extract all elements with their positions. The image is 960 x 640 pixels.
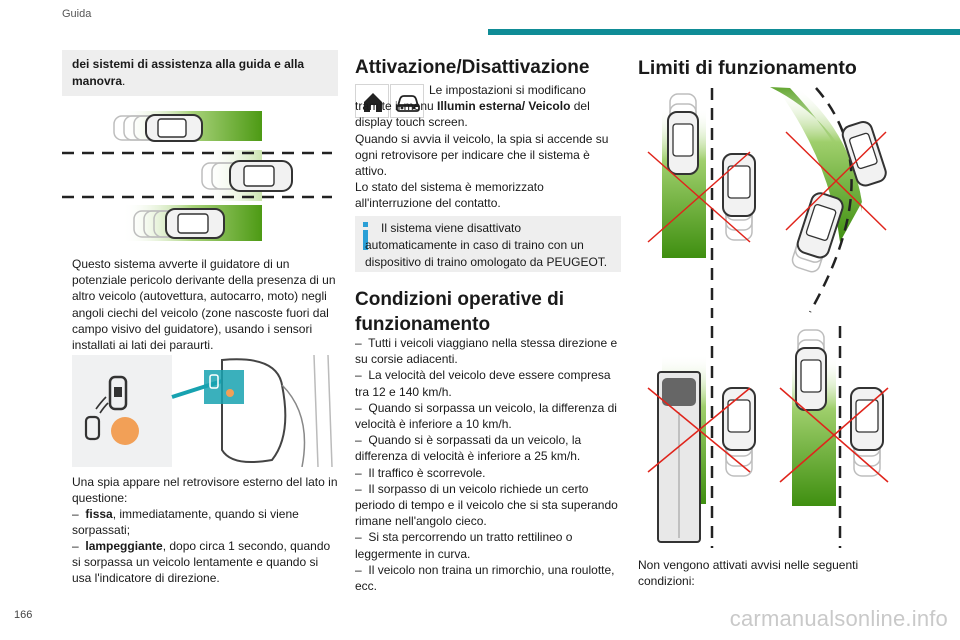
activation-line2: Quando si avvia il veicolo, la spia si accende su ogni retrovisore per indicare che il sistema è attivo. [355, 132, 609, 179]
condition-item: – Il sorpasso di un veicolo richiede un certo periodo di tempo e il veicolo che si sta superando rimane nell'angolo cieco. [355, 481, 618, 529]
condition-item: – Quando si è sorpassati da un veicolo, la differenza di velocità è inferiore a 25 km/h. [355, 433, 582, 464]
note-box [62, 50, 338, 96]
blind-spot-lanes-figure [62, 105, 342, 245]
conditions-list [355, 335, 623, 594]
mirror-warning-figure [72, 355, 340, 467]
title-limits: Limiti di funzionamento [638, 57, 857, 79]
header-accent-bar [488, 29, 960, 35]
activation-text: Le impostazioni si modificano tramite il menu Illumin esterna/ Veicolo del display touch screen. [355, 83, 590, 130]
limits-text: Non vengono attivati avvisi nelle seguenti condizioni: [638, 558, 859, 589]
section-label: Guida [62, 8, 92, 20]
activation-line3: Lo stato del sistema è memorizzato all'interruzione del contatto. [355, 180, 544, 211]
condition-item: – Quando si sorpassa un veicolo, la differenza di velocità è inferiore a 10 km/h. [355, 400, 617, 432]
title-activation: Attivazione/Disattivazione [355, 57, 590, 78]
truck [658, 372, 700, 542]
note-bold: dei sistemi di assistenza alla guida e alla manovra [72, 57, 305, 88]
info-text: Il sistema viene disattivato automaticamente in caso di traino con un dispositivo di traino omologato da PEUGEOT. [365, 221, 608, 269]
limits-figure-top [640, 82, 900, 318]
condition-item: – Si sta percorrendo un tratto rettilineo o leggermente in curva. [355, 530, 573, 561]
para-description: Questo sistema avverte il guidatore di un potenziale pericolo derivante della presenza di un altro veicolo (autovettura, autocarro, moto) negli angoli ciechi del veicolo (zone nascoste fuori dal campo visivo del guidatore), usando i sensori installati ai lati dei paraurti. [72, 257, 336, 353]
info-box [355, 216, 621, 272]
limits-figure-bottom [640, 322, 900, 548]
mirror-item-flashing: – lampeggiante, dopo circa 1 secondo, quando si sorpassa un veicolo lentamente e quando si usa l'indicatore di direzione. [72, 539, 331, 586]
condition-item: – Il traffico è scorrevole. [355, 465, 486, 480]
note-end: . [122, 74, 126, 88]
condition-item: – Il veicolo non traina un rimorchio, una roulotte, ecc. [355, 562, 615, 594]
watermark: carmanualsonline.info [729, 606, 948, 631]
title-conditions: Condizioni operative di funzionamento [355, 289, 565, 335]
condition-item: – La velocità del veicolo deve essere compresa tra 12 e 140 km/h. [355, 368, 611, 399]
condition-item: – Tutti i veicoli viaggiano nella stessa direzione e su corsie adiacenti. [355, 336, 618, 367]
para-mirror-intro: Una spia appare nel retrovisore esterno del lato in questione: [72, 475, 338, 506]
page-number: 166 [14, 609, 33, 621]
mirror-item-fixed: – fissa, immediatamente, quando si viene sorpassati; [72, 507, 299, 538]
